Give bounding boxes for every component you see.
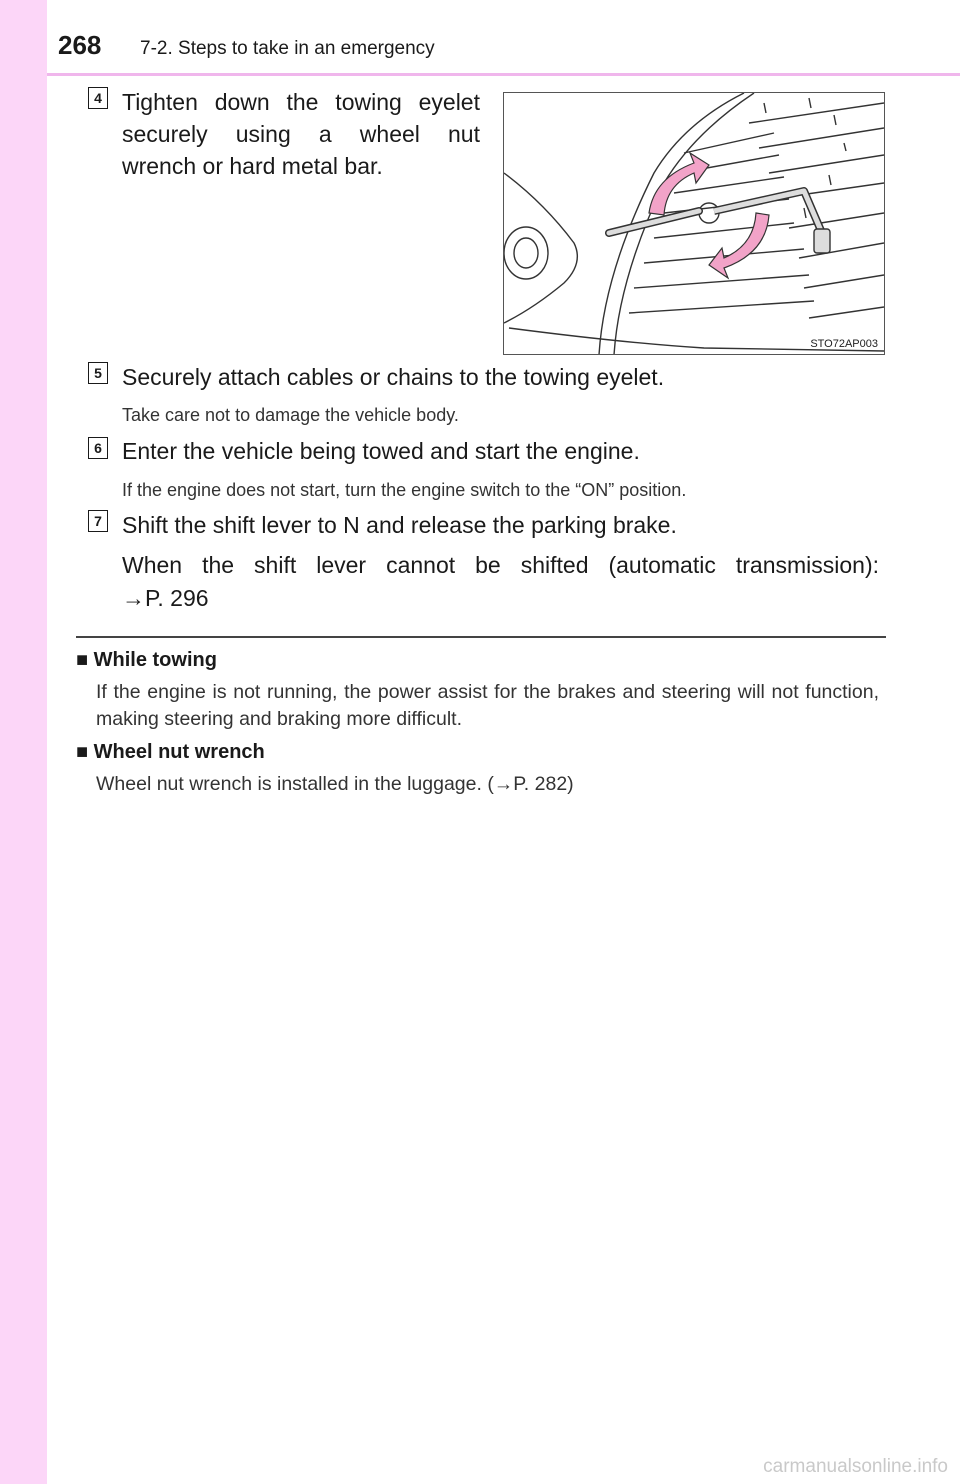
step-7-badge: 7 [88,510,108,532]
step-7-text: Shift the shift lever to N and release the parking brake. [122,512,677,538]
step-5-note: Take care not to damage the vehicle body. [122,405,459,425]
step-5-text: Securely attach cables or chains to the towing eyelet. [122,364,665,390]
step-5-badge: 5 [88,362,108,384]
note-wheel-nut-wrench-title: ■ Wheel nut wrench [76,741,265,763]
grille-wrench-drawing [504,93,884,354]
illustration-id: STO72AP003 [810,338,878,350]
step-7-note-line-1: When the shift lever cannot be shifted (automatic transmission): [122,552,879,578]
towing-eyelet-illustration [503,92,885,355]
note-while-towing-title: ■ While towing [76,649,217,671]
watermark: carmanualsonline.info [763,1456,948,1477]
rotation-arrow-lower [709,213,769,278]
step-4-line-2: securely using a wheel nut [122,121,480,147]
step-6-note: If the engine does not start, turn the engine switch to the “ON” position. [122,480,687,500]
step-7-page-reference: →P. 296 [122,585,209,611]
header-rule [47,73,960,76]
section-divider [76,636,886,638]
step-4-line-3: wrench or hard metal bar. [122,153,383,179]
rotation-arrow-upper [649,153,709,215]
note-wheel-nut-wrench-body: Wheel nut wrench is installed in the luggage. (→P. 282) [96,773,574,795]
step-6-badge: 6 [88,437,108,459]
step-4-line-1: Tighten down the towing eyelet [122,89,480,115]
step-4-badge: 4 [88,87,108,109]
page-sidebar-tab [0,0,47,1484]
section-title: 7-2. Steps to take in an emergency [140,38,435,59]
note-while-towing-body: If the engine is not running, the power assist for the brakes and steering will not function, making steering and braking more difficult. [96,681,879,730]
step-6-text: Enter the vehicle being towed and start the engine. [122,438,640,464]
page-number: 268 [58,30,102,60]
